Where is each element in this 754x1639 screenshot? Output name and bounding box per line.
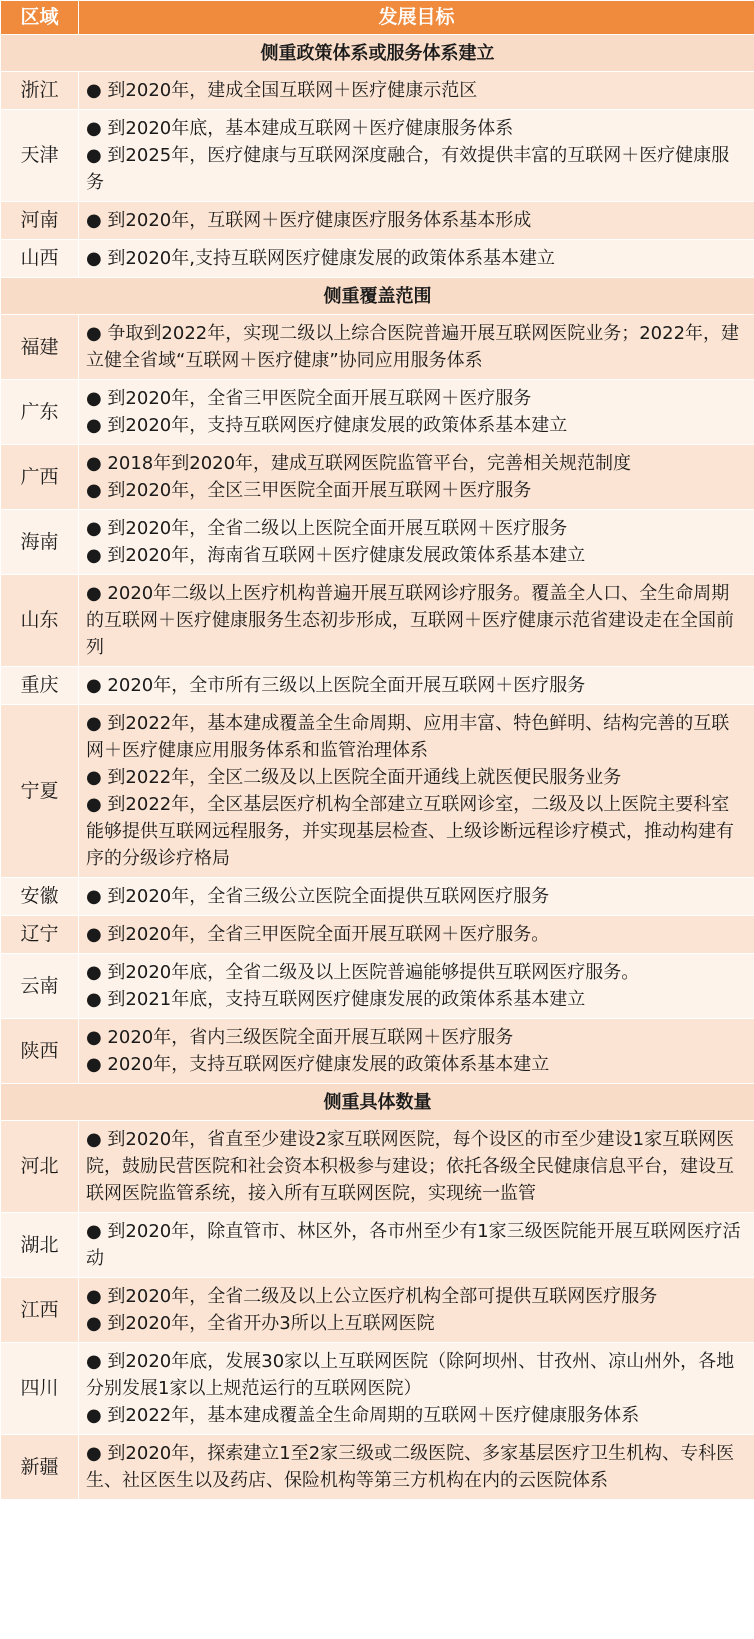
table-row: [1, 954, 754, 1019]
goal-item: ● 到2020年，全省二级以上医院全面开展互联网＋医疗服务: [86, 518, 568, 539]
goal-item: ● 到2020年，互联网＋医疗健康医疗服务体系基本形成: [86, 210, 532, 231]
table-row: [1, 1121, 754, 1213]
section-header-row: [1, 278, 754, 315]
region-cell: 安徽: [1, 878, 79, 916]
goal-cell: [79, 1435, 754, 1500]
goal-item: ● 2020年，全市所有三级以上医院全面开展互联网＋医疗服务: [86, 675, 586, 696]
region-cell: 云南: [1, 954, 79, 1019]
goal-cell: [79, 380, 754, 445]
goal-item: ● 到2022年，基本建成覆盖全生命周期的互联网＋医疗健康服务体系: [86, 1405, 640, 1426]
table-row: [1, 445, 754, 510]
section-title: 侧重覆盖范围: [1, 278, 754, 315]
table-row: [1, 916, 754, 954]
table-row: [1, 510, 754, 575]
table-header: [1, 1, 754, 35]
table-row: [1, 315, 754, 380]
region-cell: 四川: [1, 1343, 79, 1435]
goal-item: ● 到2020年，全省三甲医院全面开展互联网＋医疗服务: [86, 388, 532, 409]
goal-cell: [79, 510, 754, 575]
region-cell: 陕西: [1, 1019, 79, 1084]
region-cell: 河北: [1, 1121, 79, 1213]
region-cell: 河南: [1, 202, 79, 240]
goal-item: ● 到2020年，全省三级公立医院全面提供互联网医疗服务: [86, 886, 550, 907]
table-row: [1, 1213, 754, 1278]
region-cell: 海南: [1, 510, 79, 575]
goal-item: ● 到2020年，支持互联网医疗健康发展的政策体系基本建立: [86, 415, 568, 436]
goal-column-header: 发展目标: [79, 1, 754, 35]
region-cell: 山西: [1, 240, 79, 278]
goal-item: ● 到2022年，基本建成覆盖全生命周期、应用丰富、特色鲜明、结构完善的互联网＋医疗健康应用服务体系和监管治理体系: [86, 713, 730, 761]
goal-cell: [79, 954, 754, 1019]
region-cell: 重庆: [1, 667, 79, 705]
region-cell: 江西: [1, 1278, 79, 1343]
region-cell: 新疆: [1, 1435, 79, 1500]
goal-cell: [79, 575, 754, 667]
goal-item: ● 到2022年，全区二级及以上医院全面开通线上就医便民服务业务: [86, 767, 622, 788]
region-cell: 浙江: [1, 72, 79, 110]
goal-item: ● 到2020年，海南省互联网＋医疗健康发展政策体系基本建立: [86, 545, 586, 566]
goal-item: ● 到2025年，医疗健康与互联网深度融合，有效提供丰富的互联网＋医疗健康服务: [86, 145, 730, 193]
table-row: [1, 240, 754, 278]
goal-item: ● 争取到2022年，实现二级以上综合医院普遍开展互联网医院业务；2022年，建立健全省域“互联网＋医疗健康”协同应用服务体系: [86, 323, 740, 371]
region-cell: 辽宁: [1, 916, 79, 954]
table-row: [1, 1435, 754, 1500]
goal-cell: [79, 667, 754, 705]
section-header-row: [1, 1084, 754, 1121]
goal-item: ● 到2020年底，基本建成互联网＋医疗健康服务体系: [86, 118, 514, 139]
goal-item: ● 2020年，省内三级医院全面开展互联网＋医疗服务: [86, 1027, 514, 1048]
table-row: [1, 1019, 754, 1084]
table-row: [1, 705, 754, 878]
goal-cell: [79, 1278, 754, 1343]
goal-cell: [79, 878, 754, 916]
goal-cell: [79, 445, 754, 510]
table-row: [1, 72, 754, 110]
goal-cell: [79, 1343, 754, 1435]
goal-item: ● 到2020年，全省开办3所以上互联网医院: [86, 1313, 435, 1334]
goal-cell: [79, 916, 754, 954]
goal-cell: [79, 1019, 754, 1084]
table-row: [1, 878, 754, 916]
goal-cell: [79, 315, 754, 380]
table-row: [1, 110, 754, 202]
goal-item: ● 到2020年,支持互联网医疗健康发展的政策体系基本建立: [86, 248, 555, 269]
region-cell: 福建: [1, 315, 79, 380]
goal-cell: [79, 1213, 754, 1278]
goal-cell: [79, 110, 754, 202]
goal-cell: [79, 705, 754, 878]
table-row: [1, 1278, 754, 1343]
table-body: [1, 35, 754, 1500]
goal-cell: [79, 1121, 754, 1213]
goal-item: ● 到2020年，建成全国互联网＋医疗健康示范区: [86, 80, 478, 101]
region-cell: 天津: [1, 110, 79, 202]
goal-cell: [79, 72, 754, 110]
goal-item: ● 到2020年，省直至少建设2家互联网医院，每个设区的市至少建设1家互联网医院，鼓励民营医院和社会资本积极参与建设；依托各级全民健康信息平台，建设互联网医院监管系统，接入所有互联网医院，实现统一监管: [86, 1129, 735, 1204]
goal-item: ● 到2020年，全省三甲医院全面开展互联网＋医疗服务。: [86, 924, 550, 945]
table-row: [1, 667, 754, 705]
goal-item: ● 到2020年，除直管市、林区外，各市州至少有1家三级医院能开展互联网医疗活动: [86, 1221, 741, 1269]
table-row: [1, 575, 754, 667]
goal-item: ● 2020年二级以上医疗机构普遍开展互联网诊疗服务。覆盖全人口、全生命周期的互联网＋医疗健康服务生态初步形成，互联网＋医疗健康示范省建设走在全国前列: [86, 583, 734, 658]
region-cell: 山东: [1, 575, 79, 667]
table-row: [1, 380, 754, 445]
goal-item: ● 到2020年底，发展30家以上互联网医院（除阿坝州、甘孜州、凉山州外，各地分别发展1家以上规范运行的互联网医院）: [86, 1351, 735, 1399]
table-row: [1, 1343, 754, 1435]
region-cell: 宁夏: [1, 705, 79, 878]
region-cell: 湖北: [1, 1213, 79, 1278]
table-row: [1, 202, 754, 240]
region-cell: 广东: [1, 380, 79, 445]
goal-item: ● 到2020年，全省二级及以上公立医疗机构全部可提供互联网医疗服务: [86, 1286, 658, 1307]
section-title: 侧重政策体系或服务体系建立: [1, 35, 754, 72]
goal-item: ● 到2022年，全区基层医疗机构全部建立互联网诊室，二级及以上医院主要科室能够提供互联网远程服务，并实现基层检查、上级诊断远程诊疗模式，推动构建有序的分级诊疗格局: [86, 794, 734, 869]
goal-cell: [79, 202, 754, 240]
region-cell: 广西: [1, 445, 79, 510]
region-column-header: 区域: [1, 1, 79, 35]
section-header-row: [1, 35, 754, 72]
goal-item: ● 2018年到2020年，建成互联网医院监管平台，完善相关规范制度: [86, 453, 632, 474]
goal-item: ● 到2020年，全区三甲医院全面开展互联网＋医疗服务: [86, 480, 532, 501]
goal-cell: [79, 240, 754, 278]
section-title: 侧重具体数量: [1, 1084, 754, 1121]
goal-item: ● 2020年，支持互联网医疗健康发展的政策体系基本建立: [86, 1054, 550, 1075]
goal-item: ● 到2020年底，全省二级及以上医院普遍能够提供互联网医疗服务。: [86, 962, 640, 983]
goal-item: ● 到2021年底，支持互联网医疗健康发展的政策体系基本建立: [86, 989, 586, 1010]
goal-item: ● 到2020年，探索建立1至2家三级或二级医院、多家基层医疗卫生机构、专科医生、社区医生以及药店、保险机构等第三方机构在内的云医院体系: [86, 1443, 735, 1491]
